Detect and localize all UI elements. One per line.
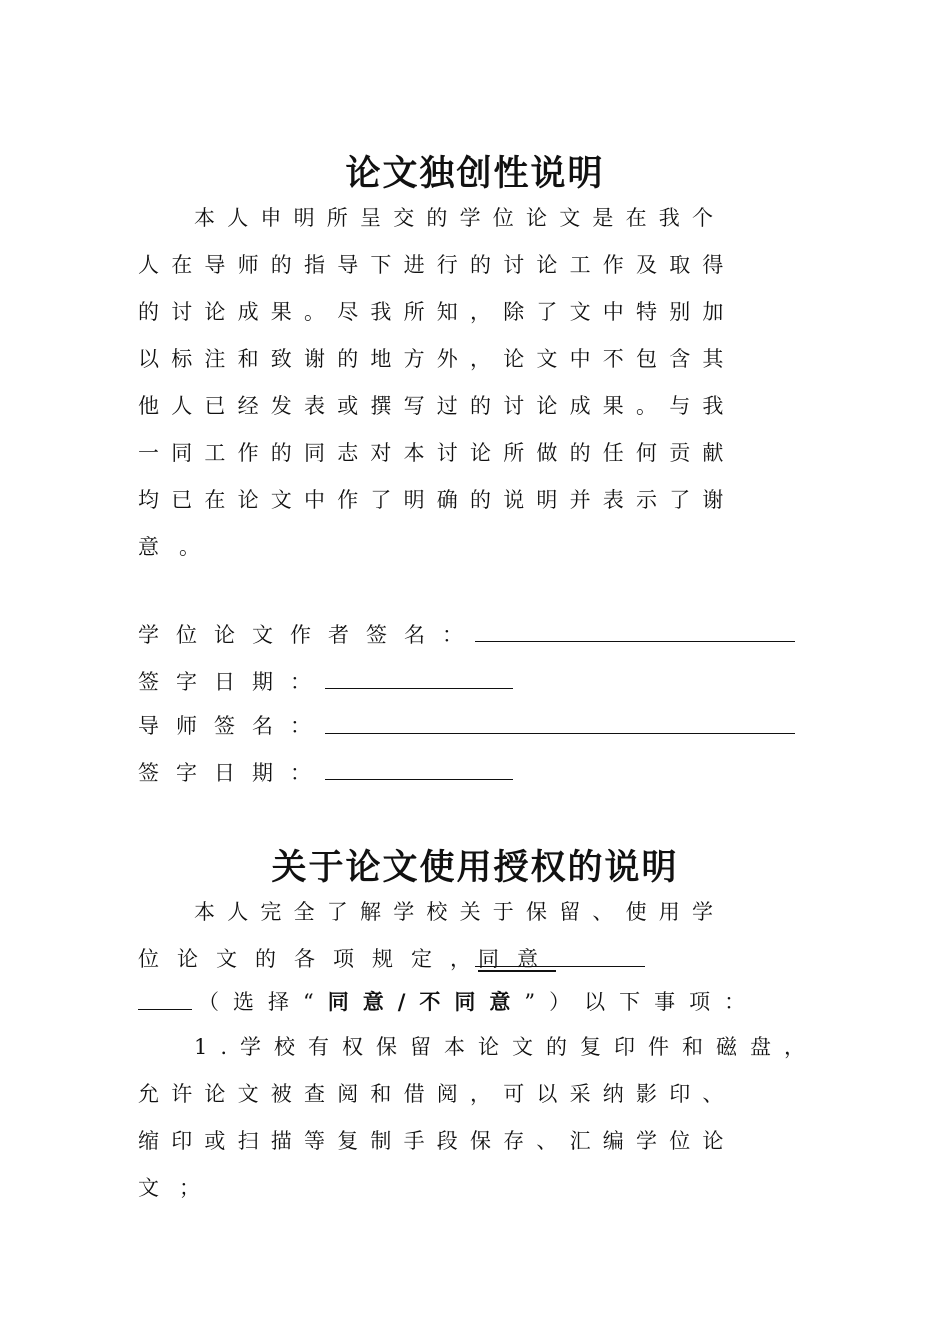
agree-choice-value[interactable]: [478, 943, 556, 973]
author-date-line[interactable]: [325, 688, 513, 689]
item1-line-1: 1.学校有权保留本论文的复印件和磁盘，: [194, 1035, 819, 1059]
item1-line-4: 文；: [138, 1176, 220, 1200]
originality-line-8: 意。: [138, 535, 220, 559]
item1-line-2: 允许论文被查阅和借阅，可以采纳影印、: [138, 1082, 736, 1106]
author-signature-line[interactable]: [475, 641, 795, 642]
choice-close-text: ”）以下事项：: [524, 990, 760, 1014]
authorization-line-2: 位论文的各项规定，: [138, 947, 489, 971]
author-signature-label: 学位论文作者签名：: [138, 623, 480, 647]
advisor-signature-label: 导师签名：: [138, 714, 328, 738]
authorization-line-1: 本人完全了解学校关于保留、使用学: [194, 900, 726, 924]
choice-open-text: （选择“: [198, 990, 328, 1014]
choice-instruction: [198, 986, 759, 1016]
originality-line-4: 以标注和致谢的地方外，论文中不包含其: [138, 347, 736, 371]
originality-line-7: 均已在论文中作了明确的说明并表示了谢: [138, 488, 736, 512]
originality-line-2: 人在导师的指导下进行的讨论工作及取得: [138, 253, 736, 277]
originality-line-3: 的讨论成果。尽我所知，除了文中特别加: [138, 300, 736, 324]
author-date-label: 签字日期：: [138, 670, 328, 694]
choice-options-text: 同意/不同意: [327, 989, 525, 1014]
item1-line-3: 缩印或扫描等复制手段保存、汇编学位论: [138, 1129, 736, 1153]
advisor-date-line[interactable]: [325, 779, 513, 780]
agree-choice-text: 同意: [478, 947, 556, 971]
authorization-title: 关于论文使用授权的说明: [271, 847, 679, 888]
agree-choice-line: [475, 966, 645, 967]
originality-line-1: 本人申明所呈交的学位论文是在我个: [194, 206, 726, 230]
originality-line-5: 他人已经发表或撰写过的讨论成果。与我: [138, 394, 736, 418]
advisor-signature-line[interactable]: [325, 733, 795, 734]
originality-line-6: 一同工作的同志对本讨论所做的任何贡献: [138, 441, 736, 465]
choice-blank-line: [138, 1009, 192, 1010]
originality-title: 论文独创性说明: [345, 153, 605, 194]
advisor-date-label: 签字日期：: [138, 761, 328, 785]
